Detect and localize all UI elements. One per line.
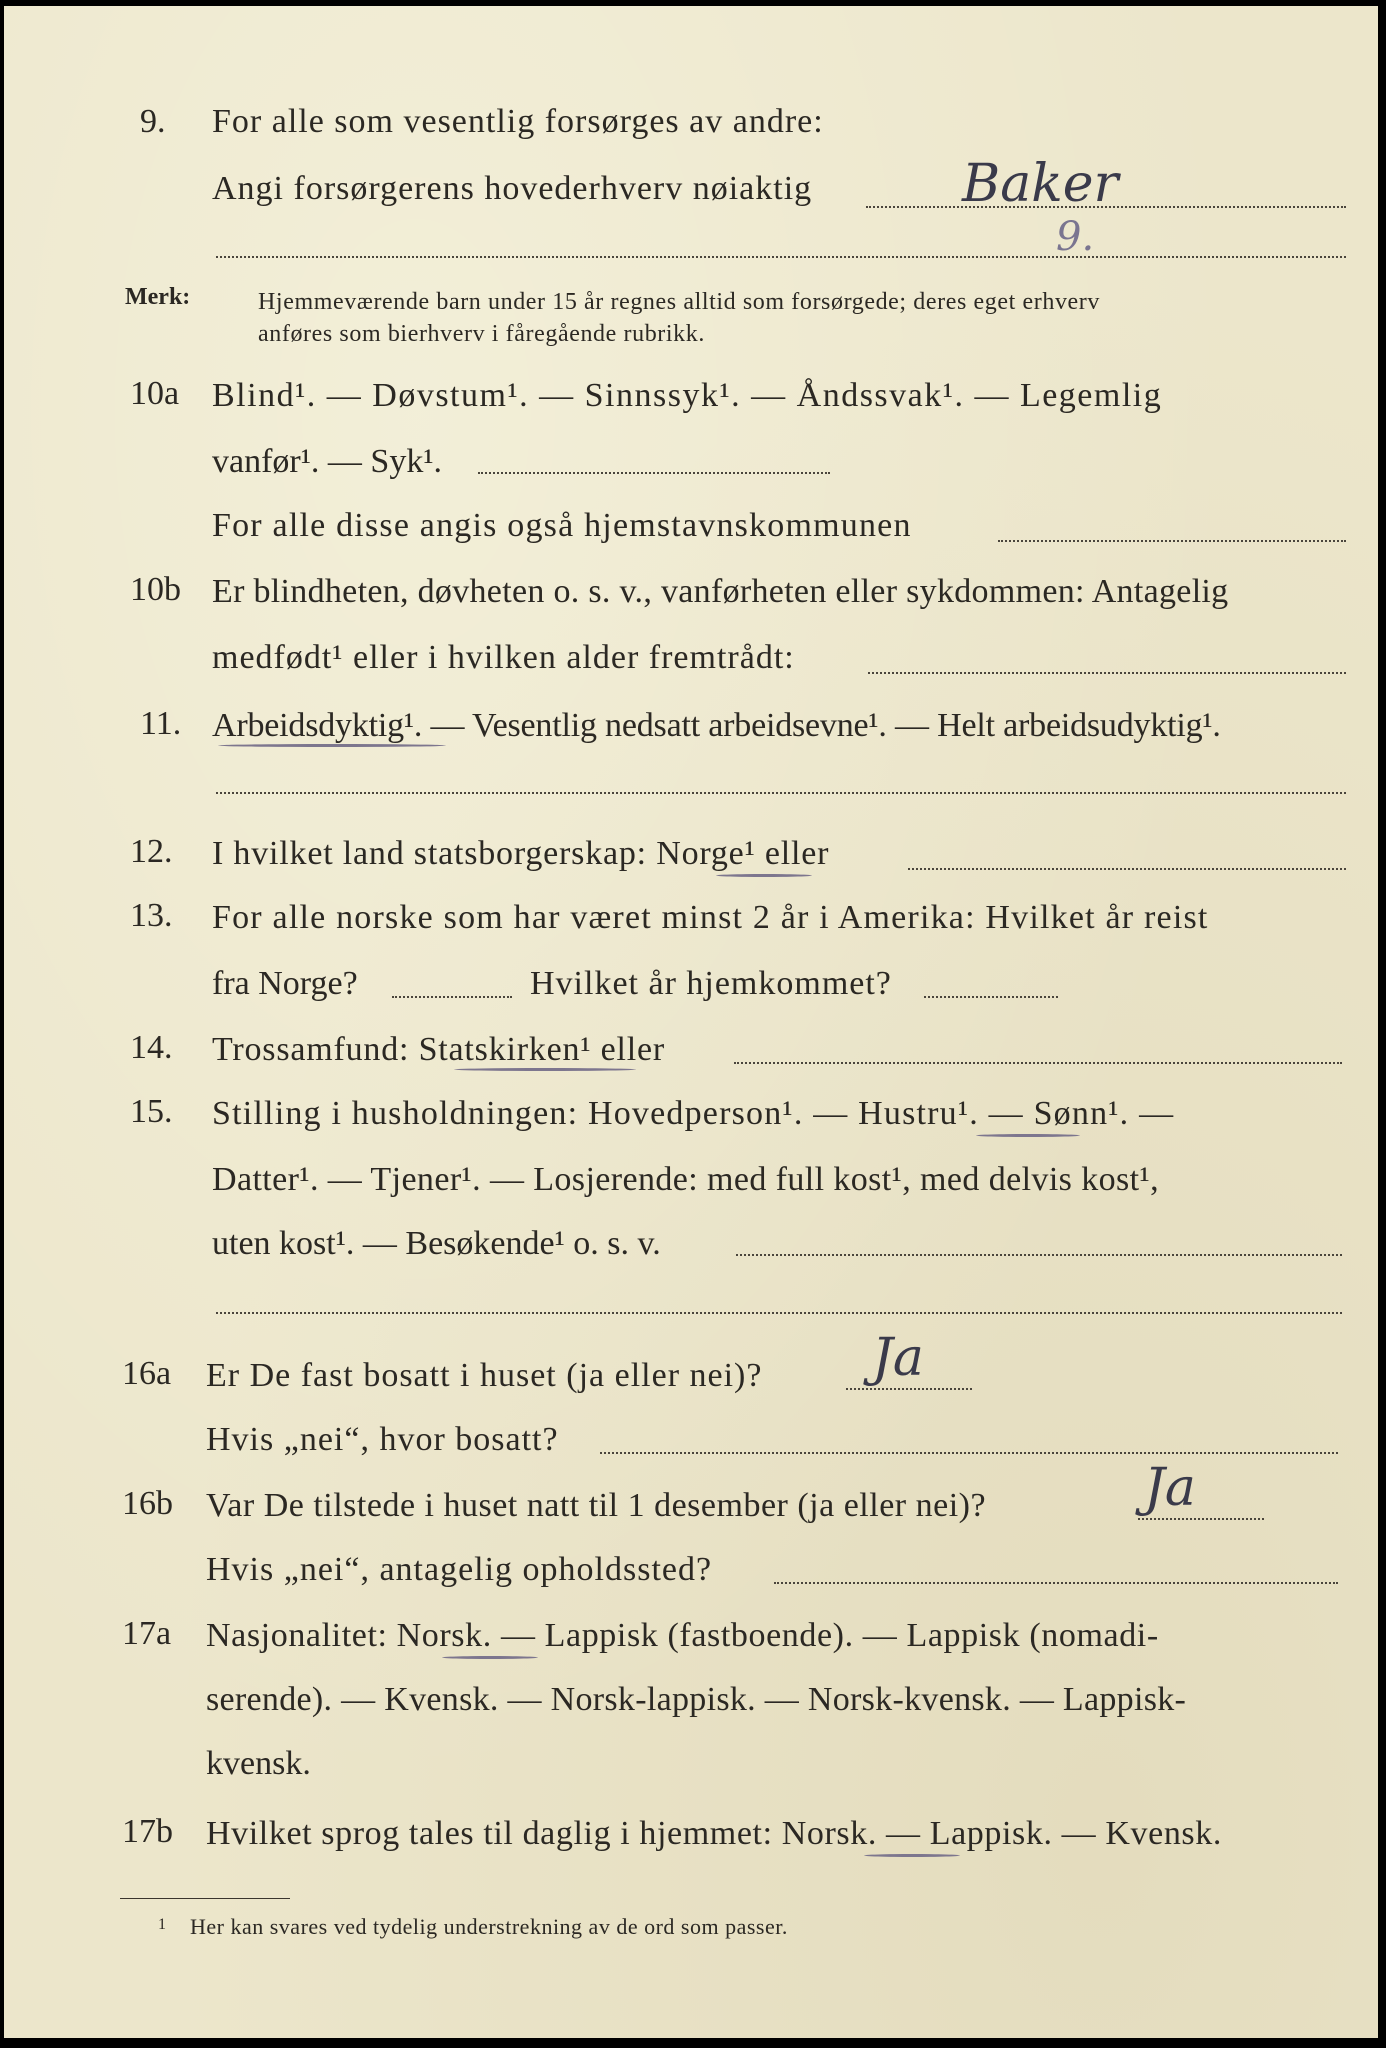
q15-line1: Stilling i husholdningen: Hovedperson¹. — Hustru¹. — Sønn¹. — <box>212 1095 1175 1132</box>
item-number-16b: 16b <box>122 1485 173 1522</box>
q15-line3: uten kost¹. — Besøkende¹ o. s. v. <box>212 1225 661 1262</box>
q16b-handwritten-answer: Ja <box>1144 1458 1196 1518</box>
q10a-line1: Blind¹. — Døvstum¹. — Sinnssyk¹. — Åndssvak¹. — Legemlig <box>212 377 1163 414</box>
merk-label: Merk: <box>125 284 191 310</box>
q10a-line3: For alle disse angis også hjemstavnskommunen <box>212 507 912 544</box>
q16a-answer-line <box>846 1388 972 1390</box>
merk-line2: anføres som bierhverv i fåregående rubrikk. <box>258 321 705 347</box>
q10b-line1: Er blindheten, døvheten o. s. v., vanførheten eller sykdommen: Antagelig <box>212 573 1229 610</box>
q13-year-left-line <box>392 996 512 998</box>
q10a-answer-line <box>478 472 830 474</box>
q16b-place-line <box>774 1582 1338 1584</box>
q9-extra-line <box>216 256 1346 258</box>
item-number-11: 11. <box>140 705 182 742</box>
q9-line1: For alle som vesentlig forsørges av andre: <box>212 103 824 140</box>
footnote-text: Her kan svares ved tydelig understrekning av de ord som passer. <box>190 1914 788 1939</box>
q17a-line2: serende). — Kvensk. — Norsk-lappisk. — Norsk-kvensk. — Lappisk- <box>206 1681 1187 1718</box>
footnote-mark: 1 <box>158 1916 166 1933</box>
q15-pencil-underline <box>976 1134 1080 1137</box>
q16a-where-line <box>600 1452 1338 1454</box>
item-number-17b: 17b <box>122 1813 173 1850</box>
q10b-line2: medfødt¹ eller i hvilken alder fremtrådt: <box>212 639 795 676</box>
q16a-line1: Er De fast bosatt i huset (ja eller nei)? <box>206 1357 763 1394</box>
item-number-17a: 17a <box>122 1615 172 1652</box>
merk-line1: Hjemmeværende barn under 15 år regnes alltid som forsørgede; deres eget erhverv <box>258 289 1101 315</box>
q16a-line2: Hvis „nei“, hvor bosatt? <box>206 1421 559 1458</box>
q17b-pencil-underline <box>864 1854 960 1857</box>
q17a-line3: kvensk. <box>206 1745 311 1782</box>
q15-answer-line <box>736 1254 1342 1256</box>
q17a-pencil-underline <box>442 1656 538 1659</box>
q10a-hometown-line <box>998 540 1346 542</box>
q10a-line2: vanfør¹. — Syk¹. <box>212 443 443 480</box>
q16b-line2: Hvis „nei“, antagelig opholdssted? <box>206 1551 713 1588</box>
q12-line1: I hvilket land statsborgerskap: Norge¹ eller <box>212 835 830 872</box>
q16b-answer-line <box>1138 1518 1264 1520</box>
q13-line2b: Hvilket år hjemkommet? <box>530 965 892 1002</box>
q14-line1: Trossamfund: Statskirken¹ eller <box>212 1031 666 1068</box>
q17b-line1: Hvilket sprog tales til daglig i hjemmet: Norsk. — Lappisk. — Kvensk. <box>206 1815 1222 1852</box>
item-number-10a: 10a <box>130 375 180 412</box>
q15-extra-line <box>216 1312 1342 1314</box>
census-form-page <box>4 6 1378 2038</box>
q15-line2: Datter¹. — Tjener¹. — Losjerende: med full kost¹, med delvis kost¹, <box>212 1161 1159 1198</box>
footnote-rule <box>120 1898 290 1899</box>
item-number-15: 15. <box>130 1093 173 1130</box>
q12-answer-line <box>908 868 1346 870</box>
item-number-10b: 10b <box>130 571 181 608</box>
item-number-14: 14. <box>130 1029 173 1066</box>
q17a-line1: Nasjonalitet: Norsk. — Lappisk (fastboende). — Lappisk (nomadi- <box>206 1617 1159 1654</box>
q11-line1: Arbeidsdyktig¹. — Vesentlig nedsatt arbeidsevne¹. — Helt arbeidsudyktig¹. <box>212 707 1221 744</box>
q14-answer-line <box>734 1062 1342 1064</box>
q11-pencil-underline <box>218 744 446 747</box>
q16b-line1: Var De tilstede i huset natt til 1 desember (ja eller nei)? <box>206 1487 987 1524</box>
q13-line1: For alle norske som har været minst 2 år i Amerika: Hvilket år reist <box>212 899 1209 936</box>
q14-pencil-underline <box>454 1068 636 1071</box>
item-number-16a: 16a <box>122 1355 172 1392</box>
q16a-handwritten-answer: Ja <box>872 1328 924 1388</box>
q11-extra-line <box>216 792 1346 794</box>
q9-line2: Angi forsørgerens hovederhverv nøiaktig <box>212 170 813 207</box>
item-number-9: 9. <box>140 103 166 140</box>
q9-handwritten-answer: Baker <box>962 154 1119 214</box>
q9-pencil-mark: 9. <box>1056 214 1095 260</box>
q13-year-return-line <box>924 996 1058 998</box>
q10b-answer-line <box>868 672 1346 674</box>
q12-pencil-underline <box>716 874 812 877</box>
q13-line2a: fra Norge? <box>212 965 358 1002</box>
item-number-13: 13. <box>130 897 173 934</box>
item-number-12: 12. <box>130 833 173 870</box>
